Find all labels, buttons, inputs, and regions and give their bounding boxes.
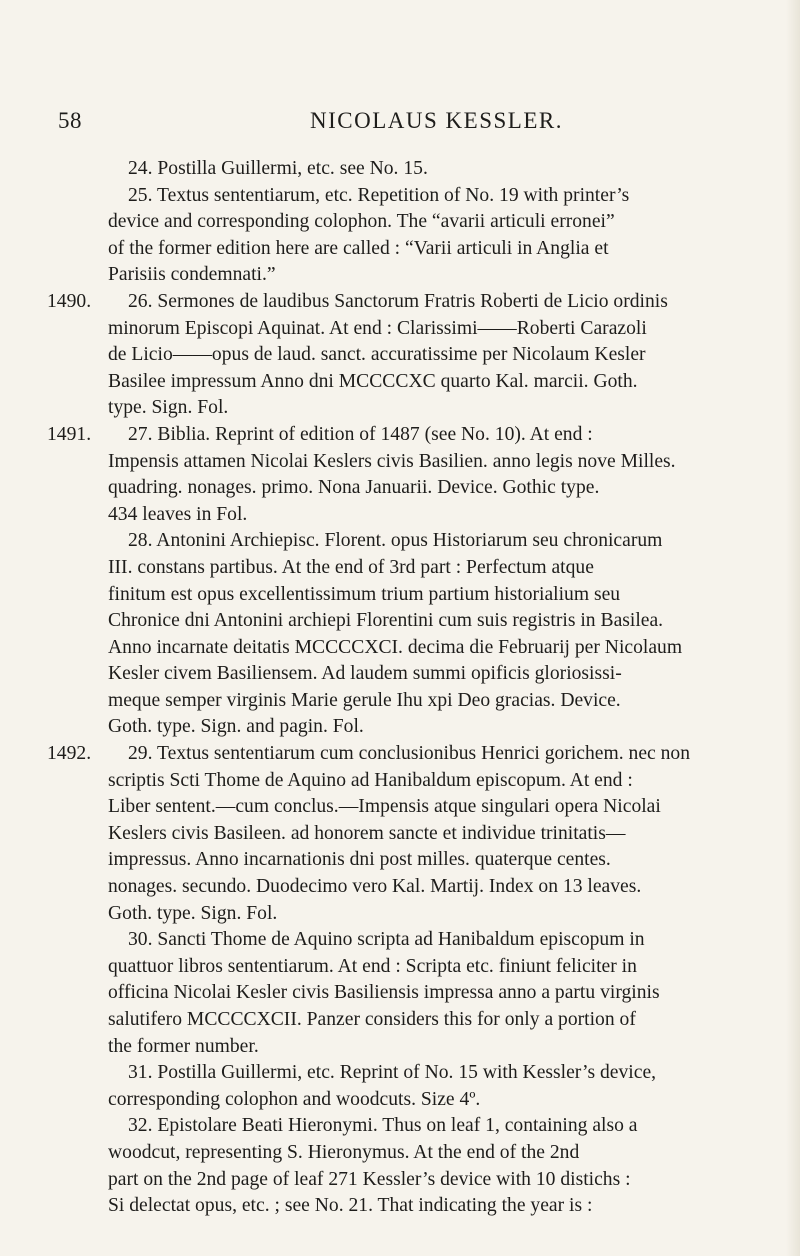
text-line xyxy=(0,714,790,741)
text-line xyxy=(0,528,790,555)
text-line xyxy=(0,262,790,289)
entry-line: device and corresponding colophon. The “avarii articuli erronei” xyxy=(108,211,615,233)
text-line xyxy=(0,741,790,768)
entry-line: quattuor libros sententiarum. At end : Scripta etc. finiunt feliciter in xyxy=(108,955,637,977)
text-line xyxy=(0,475,790,502)
text-line xyxy=(0,156,790,183)
text-line xyxy=(0,582,790,609)
text-line xyxy=(0,236,790,263)
entry-line: finitum est opus excellentissimum trium partium historialium seu xyxy=(108,583,621,605)
entry-line: Impensis attamen Nicolai Keslers civis Basilien. anno legis nove Milles. xyxy=(108,450,676,472)
text-line xyxy=(0,209,790,236)
text-line xyxy=(0,661,790,688)
entry-line: Anno incarnate deitatis MCCCCXCI. decima die Februarij per Nicolaum xyxy=(108,636,683,658)
entry-first-line: 27. Biblia. Reprint of edition of 1487 (see No. 10). At end : xyxy=(128,423,593,445)
page-title: NICOLAUS KESSLER. xyxy=(310,108,563,133)
entry-line: quadring. nonages. primo. Nona Januarii. Device. Gothic type. xyxy=(108,477,600,499)
text-line xyxy=(0,1113,790,1140)
entry-line: nonages. secundo. Duodecimo vero Kal. Martij. Index on 13 leaves. xyxy=(108,876,642,898)
text-line xyxy=(0,608,790,635)
entry-first-line: 29. Textus sententiarum cum conclusionibus Henrici gorichem. nec non xyxy=(128,743,690,765)
entry-line: Goth. type. Sign. and pagin. Fol. xyxy=(108,716,364,738)
entry-line: Kesler civem Basiliensem. Ad laudem summi opificis gloriosissi- xyxy=(108,663,622,685)
text-line xyxy=(0,847,790,874)
text-line xyxy=(0,395,790,422)
year-marker: 1491. xyxy=(47,423,92,445)
entry-line: Chronice dni Antonini archiepi Florentini cum suis registris in Basilea. xyxy=(108,610,664,632)
text-line xyxy=(0,927,790,954)
entry-line: corresponding colophon and woodcuts. Size 4º. xyxy=(108,1088,481,1110)
entry-first-line: 26. Sermones de laudibus Sanctorum Fratris Roberti de Licio ordinis xyxy=(128,290,668,312)
page-number: 58 xyxy=(58,108,82,133)
entry-line: meque semper virginis Marie gerule Ihu xpi Deo gracias. Device. xyxy=(108,689,621,711)
text-line xyxy=(0,1007,790,1034)
entry-line: minorum Episcopi Aquinat. At end : Clarissimi——Roberti Carazoli xyxy=(108,317,647,339)
text-line xyxy=(0,1060,790,1087)
text-line xyxy=(0,342,790,369)
entry-line: officina Nicolai Kesler civis Basiliensis impressa anno a partu virginis xyxy=(108,982,660,1004)
entry-line: type. Sign. Fol. xyxy=(108,397,229,419)
entry-first-line: 24. Postilla Guillermi, etc. see No. 15. xyxy=(128,158,428,179)
text-line xyxy=(0,1034,790,1061)
entry-line: impressus. Anno incarnationis dni post milles. quaterque centes. xyxy=(108,849,611,871)
text-line xyxy=(0,794,790,821)
entry-line: III. constans partibus. At the end of 3rd part : Perfectum atque xyxy=(108,556,594,578)
text-line xyxy=(0,422,790,449)
entry-line: the former number. xyxy=(108,1035,259,1057)
entry-first-line: 32. Epistolare Beati Hieronymi. Thus on leaf 1, containing also a xyxy=(128,1115,638,1137)
entry-line: scriptis Scti Thome de Aquino ad Hanibaldum episcopum. At end : xyxy=(108,769,633,791)
entry-first-line: 31. Postilla Guillermi, etc. Reprint of No. 15 with Kessler’s device, xyxy=(128,1062,657,1084)
text-line xyxy=(0,502,790,529)
text-line xyxy=(0,449,790,476)
text-line xyxy=(0,768,790,795)
entry-line: Basilee impressum Anno dni MCCCCXC quarto Kal. marcii. Goth. xyxy=(108,370,638,392)
text-line xyxy=(0,954,790,981)
text-line xyxy=(0,1193,790,1220)
text-line xyxy=(0,555,790,582)
entry-first-line: 30. Sancti Thome de Aquino scripta ad Hanibaldum episcopum in xyxy=(128,929,645,951)
text-line xyxy=(0,316,790,343)
entry-line: Parisiis condemnati.” xyxy=(108,264,276,286)
entry-line: de Licio——opus de laud. sanct. accuratissime per Nicolaum Kesler xyxy=(108,344,646,366)
text-line xyxy=(0,369,790,396)
text-line xyxy=(0,821,790,848)
entry-line: Goth. type. Sign. Fol. xyxy=(108,902,278,924)
text-line xyxy=(0,635,790,662)
running-head xyxy=(58,108,658,142)
text-line xyxy=(0,688,790,715)
text-line xyxy=(0,1167,790,1194)
text-line xyxy=(0,183,790,210)
text-line xyxy=(0,1087,790,1114)
text-line xyxy=(0,980,790,1007)
entry-line: Liber sentent.—cum conclus.—Impensis atque singulari opera Nicolai xyxy=(108,796,661,818)
entry-line: woodcut, representing S. Hieronymus. At the end of the 2nd xyxy=(108,1141,580,1163)
text-line xyxy=(0,289,790,316)
year-marker: 1492. xyxy=(47,743,92,765)
entry-first-line: 28. Antonini Archiepisc. Florent. opus Historiarum seu chronicarum xyxy=(128,530,663,552)
year-marker: 1490. xyxy=(47,290,92,312)
entry-line: Keslers civis Basileen. ad honorem sancte et individue trinitatis— xyxy=(108,822,626,844)
text-line xyxy=(0,901,790,928)
entry-line: salutifero MCCCCXCII. Panzer considers this for only a portion of xyxy=(108,1009,636,1030)
entry-line: Si delectat opus, etc. ; see No. 21. That indicating the year is : xyxy=(108,1195,593,1217)
entry-line: of the former edition here are called : “Varii articuli in Anglia et xyxy=(108,237,609,259)
entry-first-line: 25. Textus sententiarum, etc. Repetition of No. 19 with printer’s xyxy=(128,184,630,206)
body-text xyxy=(0,156,790,1220)
text-line xyxy=(0,874,790,901)
entry-line: part on the 2nd page of leaf 271 Kessler’s device with 10 distichs : xyxy=(108,1168,631,1190)
text-line xyxy=(0,1140,790,1167)
entry-line: 434 leaves in Fol. xyxy=(108,503,248,525)
